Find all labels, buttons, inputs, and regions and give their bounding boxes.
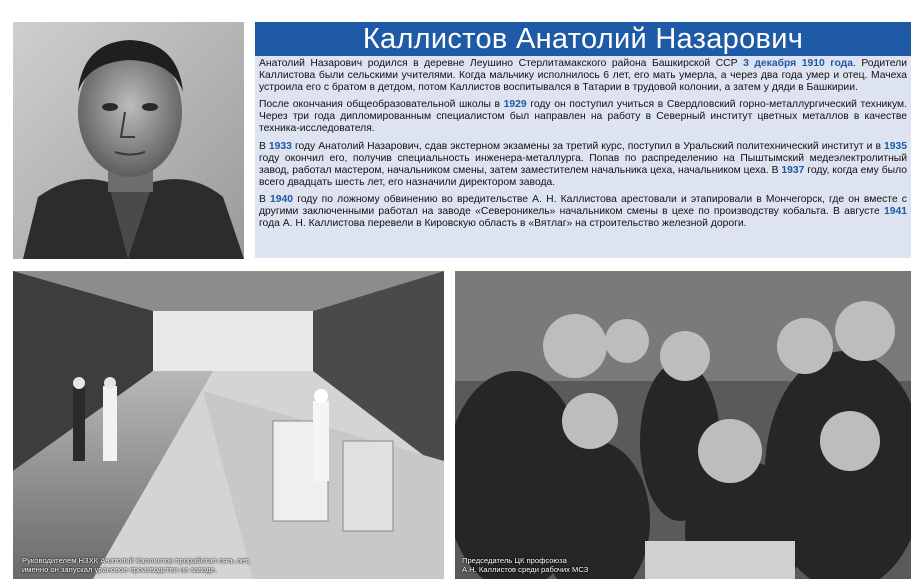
factory-caption-line2: именно он запускал урановое производство на заводе. — [22, 565, 217, 574]
year-1941: 1941 — [883, 206, 907, 218]
paragraph-arrest: В 1940 году по ложному обвинению во вредительстве А. Н. Каллистова арестовали и этапировали в Мончегорск, где он вместе с другими заключенными работал на заводе «Североникель» начальником смены в цехе по производству кобальта. В августе 1941 года А. Н. Каллистова перевели в Кировскую область в «Вятлаг» на строительство железной дороги. — [259, 193, 907, 230]
year-1937: 1937 — [781, 164, 805, 176]
factory-caption-line1: Руководителем НЗХК Анатолий Каллистов проработал пять лет, — [22, 556, 250, 565]
factory-caption — [22, 556, 250, 574]
paragraph-career: В 1933 году Анатолий Назарович, сдав экстерном экзамены за третий курс, поступил в Уральский политехнический институт и в 1935 году окончил его, получив специальность инженера-металлурга. Попав по распределению на Пыштымский медеэлектролитный завод, работал мастером, начальником смены, затем заместителем начальника цеха, начальником цеха. В 1937 году, когда ему было всего двадцать шесть лет, его назначили директором завода. — [259, 140, 907, 188]
page-title: Каллистов Анатолий Назарович — [255, 22, 911, 56]
paragraph-education: После окончания общеобразовательной школы в 1929 году он поступил учиться в Свердловский горно-металлургический техникум. Через три года дипломированным специалистом был направлен на работу в Северный институт цветных металлов в качестве техника-исследователя. — [259, 99, 907, 135]
meeting-caption — [462, 556, 588, 574]
paragraph-birth: Анатолий Назарович родился в деревне Леушино Стерлитамакского района Башкирской ССР 3 декабря 1910 года. Родители Каллистова были сельскими учителями. Когда мальчику исполнилось 6 лет, его мать умерла, а через два года умер и отец. Мачеха устроила его с братом в детдом, потом Каллистов воспитывался в Татарии в трудовой колонии, а затем у дяди в Башкирии. — [259, 58, 907, 94]
meeting-caption-line1: Председатель ЦК профсоюза — [462, 556, 567, 565]
year-1933: 1933 — [268, 140, 292, 152]
biography-text — [255, 56, 911, 258]
year-1935: 1935 — [883, 140, 907, 152]
meeting-photo — [455, 271, 911, 579]
meeting-caption-line2: А.Н. Каллистов среди рабочих МСЗ — [462, 565, 589, 574]
portrait-photo — [13, 22, 244, 259]
year-1929: 1929 — [503, 99, 527, 111]
birth-date: 3 декабря 1910 года — [743, 58, 853, 69]
year-1940: 1940 — [270, 193, 294, 205]
factory-photo — [13, 271, 444, 579]
